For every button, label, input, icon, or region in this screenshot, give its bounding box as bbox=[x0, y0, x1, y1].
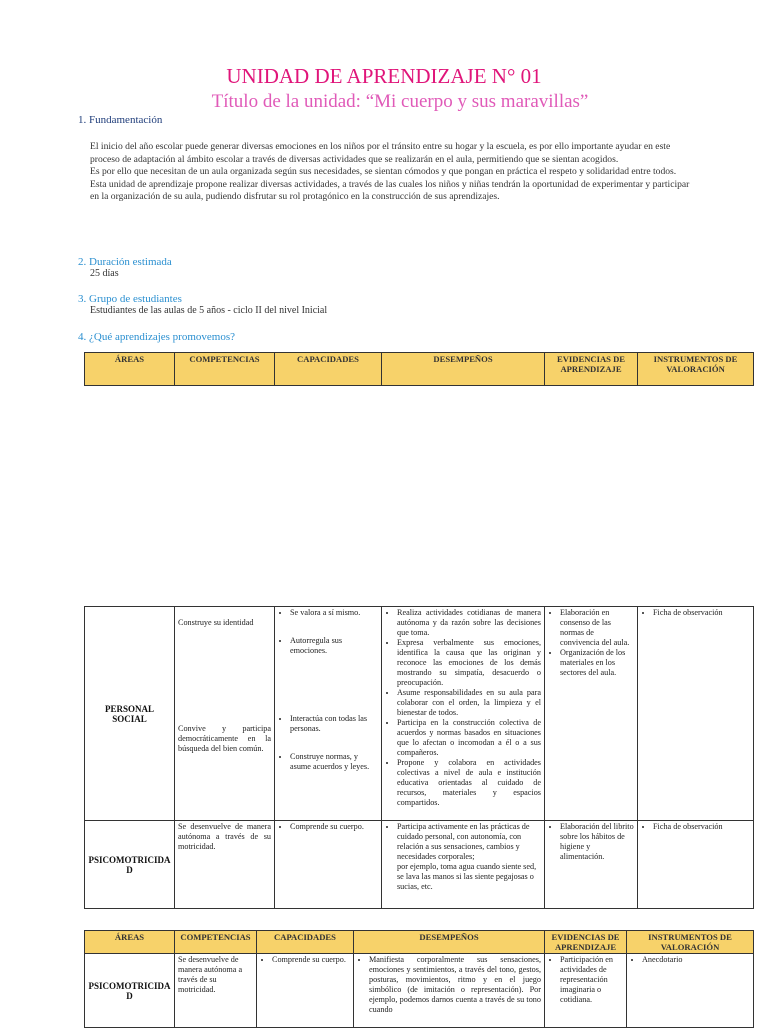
header-areas: ÁREAS bbox=[85, 353, 175, 386]
list-item: • Ficha de observación bbox=[653, 608, 750, 618]
section-4-label: ¿Qué aprendizajes promovemos? bbox=[89, 331, 235, 343]
header-desempenos: DESEMPEÑOS bbox=[382, 353, 545, 386]
evidencias-cell bbox=[545, 607, 638, 821]
list-item: • Comprende su cuerpo. bbox=[272, 955, 350, 965]
header-competencias: COMPETENCIAS bbox=[175, 931, 257, 954]
unit-subtitle: Título de la unidad: “Mi cuerpo y sus maravillas” bbox=[211, 91, 589, 112]
fundamentacion-text bbox=[90, 141, 695, 204]
section-2-heading bbox=[78, 256, 172, 268]
capacidades-cell bbox=[275, 607, 382, 821]
competencia-text: Convive y participa democráticamente en la búsqueda del bien común. bbox=[178, 724, 271, 753]
table-row bbox=[85, 954, 754, 1028]
header-evidencias: EVIDENCIAS DE APRENDIZAJE bbox=[545, 353, 638, 386]
table-row bbox=[85, 821, 754, 909]
section-2-label: Duración estimada bbox=[89, 256, 172, 268]
header-areas: ÁREAS bbox=[85, 931, 175, 954]
section-3-heading bbox=[78, 293, 182, 305]
learning-table-body bbox=[84, 606, 754, 909]
desempeno-text: por ejemplo, toma agua cuando siente sed, se lava las manos si las siente pegajosas o sucias, etc. bbox=[397, 862, 537, 891]
section-1-heading bbox=[78, 114, 162, 126]
list-item: • Ficha de observación bbox=[653, 822, 750, 832]
section-4-number: 4. bbox=[78, 331, 87, 343]
list-item: • Asume responsabilidades en su aula para colaborar con el orden, la limpieza y el bienestar de todos. bbox=[397, 688, 541, 718]
list-item: • Participación en actividades de representación imaginaria o cotidiana. bbox=[560, 955, 623, 1005]
competencias-cell bbox=[175, 607, 275, 821]
learning-table-header bbox=[84, 352, 754, 386]
area-personal-social: PERSONAL SOCIAL bbox=[85, 607, 175, 821]
paragraph: El inicio del año escolar puede generar diversas emociones en los niños por el tránsito entre su hogar y la escuela, es por ello importante ayudar en este proceso de adaptación al ámbito escolar a través de diversas actividades que se realizarán en el aula, permitiendo que se sientan acogidos. bbox=[90, 141, 671, 165]
desempenos-cell bbox=[382, 821, 545, 909]
list-item bbox=[397, 822, 541, 892]
list-item: • Organización de los materiales en los sectores del aula. bbox=[560, 648, 634, 678]
capacidades-cell bbox=[275, 821, 382, 909]
list-item: • Realiza actividades cotidianas de manera autónoma y da razón sobre las decisiones que toma. bbox=[397, 608, 541, 638]
list-item: • Elaboración en consenso de las normas de convivencia del aula. bbox=[560, 608, 634, 648]
table-row bbox=[85, 607, 754, 821]
learning-table-continued bbox=[84, 930, 754, 1028]
paragraph: Esta unidad de aprendizaje propone realizar diversas actividades, a través de las cuales los niños y niñas tendrán la oportunidad de experimentar y participar en la organización de su aula, pudiendo disfrutar su rol protagónico en la construcción de sus aprendizajes. bbox=[90, 178, 690, 203]
list-item: • Comprende su cuerpo. bbox=[290, 822, 378, 832]
list-item: • Expresa verbalmente sus emociones, identifica la causa que las originan y reconoce las emociones de los demás mostrando su simpatía, desacuerdo o preocupación. bbox=[397, 638, 541, 688]
list-item: • Interactúa con todas las personas. bbox=[290, 714, 378, 734]
unit-title: UNIDAD DE APRENDIZAJE N° 01 bbox=[226, 64, 542, 88]
group-value: Estudiantes de las aulas de 5 años - ciclo II del nivel Inicial bbox=[90, 305, 328, 316]
desempenos-cell bbox=[382, 607, 545, 821]
list-item: • Anecdotario bbox=[642, 955, 750, 965]
list-item: • Propone y colabora en actividades colectivas a nivel de aula e institución educativa orientadas al cuidado de recursos, materiales y espacios compartidos. bbox=[397, 758, 541, 808]
list-item: • Se valora a sí mismo. bbox=[290, 608, 378, 618]
instrumentos-cell bbox=[638, 607, 754, 821]
header-capacidades: CAPACIDADES bbox=[275, 353, 382, 386]
duration-value: 25 días bbox=[90, 268, 119, 279]
area-psicomotricidad: PSICOMOTRICIDAD bbox=[85, 954, 175, 1028]
instrumentos-cell bbox=[638, 821, 754, 909]
list-item: • Autorregula sus emociones. bbox=[290, 636, 378, 656]
list-item: • Elaboración del librito sobre los hábitos de higiene y alimentación. bbox=[560, 822, 634, 862]
header-capacidades: CAPACIDADES bbox=[257, 931, 354, 954]
competencias-cell: Se desenvuelve de manera autónoma a través de su motricidad. bbox=[175, 821, 275, 909]
desempenos-cell bbox=[354, 954, 545, 1028]
instrumentos-cell bbox=[627, 954, 754, 1028]
header-instrumentos: INSTRUMENTOS DE VALORACIÓN bbox=[627, 931, 754, 954]
paragraph: Es por ello que necesitan de un aula organizada según sus necesidades, se sientan cómodos y que pongan en práctica el respeto y solidaridad entre todos. bbox=[90, 166, 677, 178]
section-3-number: 3. bbox=[78, 293, 87, 305]
evidencias-cell bbox=[545, 954, 627, 1028]
competencias-cell: Se desenvuelve de manera autónoma a través de su motricidad. bbox=[175, 954, 257, 1028]
list-item: • Manifiesta corporalmente sus sensaciones, emociones y sentimientos, a través del tono, gestos, posturas, movimientos, ritmo y en el juego simbólico (de imitación o representación). Por ejemplo, podemos darnos cuenta a través de su tono cuando bbox=[369, 955, 541, 1015]
header-instrumentos: INSTRUMENTOS DE VALORACIÓN bbox=[638, 353, 754, 386]
area-psicomotricidad: PSICOMOTRICIDAD bbox=[85, 821, 175, 909]
evidencias-cell bbox=[545, 821, 638, 909]
section-3-label: Grupo de estudiantes bbox=[89, 293, 182, 305]
list-item: • Participa en la construcción colectiva de acuerdos y normas basados en situaciones que lo afectan o incomodan a él o a sus compañeros. bbox=[397, 718, 541, 758]
header-desempenos: DESEMPEÑOS bbox=[354, 931, 545, 954]
section-1-label: Fundamentación bbox=[89, 114, 163, 126]
header-competencias: COMPETENCIAS bbox=[175, 353, 275, 386]
section-1-number: 1. bbox=[78, 114, 87, 126]
list-item: • Construye normas, y asume acuerdos y leyes. bbox=[290, 752, 378, 772]
desempeno-text: Participa activamente en las prácticas de cuidado personal, con autonomía, con relación a sus sensaciones, cambios y necesidades corporales; bbox=[397, 822, 530, 861]
header-evidencias: EVIDENCIAS DE APRENDIZAJE bbox=[545, 931, 627, 954]
capacidades-cell bbox=[257, 954, 354, 1028]
section-4-heading bbox=[78, 331, 235, 343]
competencia-text: Construye su identidad bbox=[178, 618, 254, 627]
section-2-number: 2. bbox=[78, 256, 87, 268]
